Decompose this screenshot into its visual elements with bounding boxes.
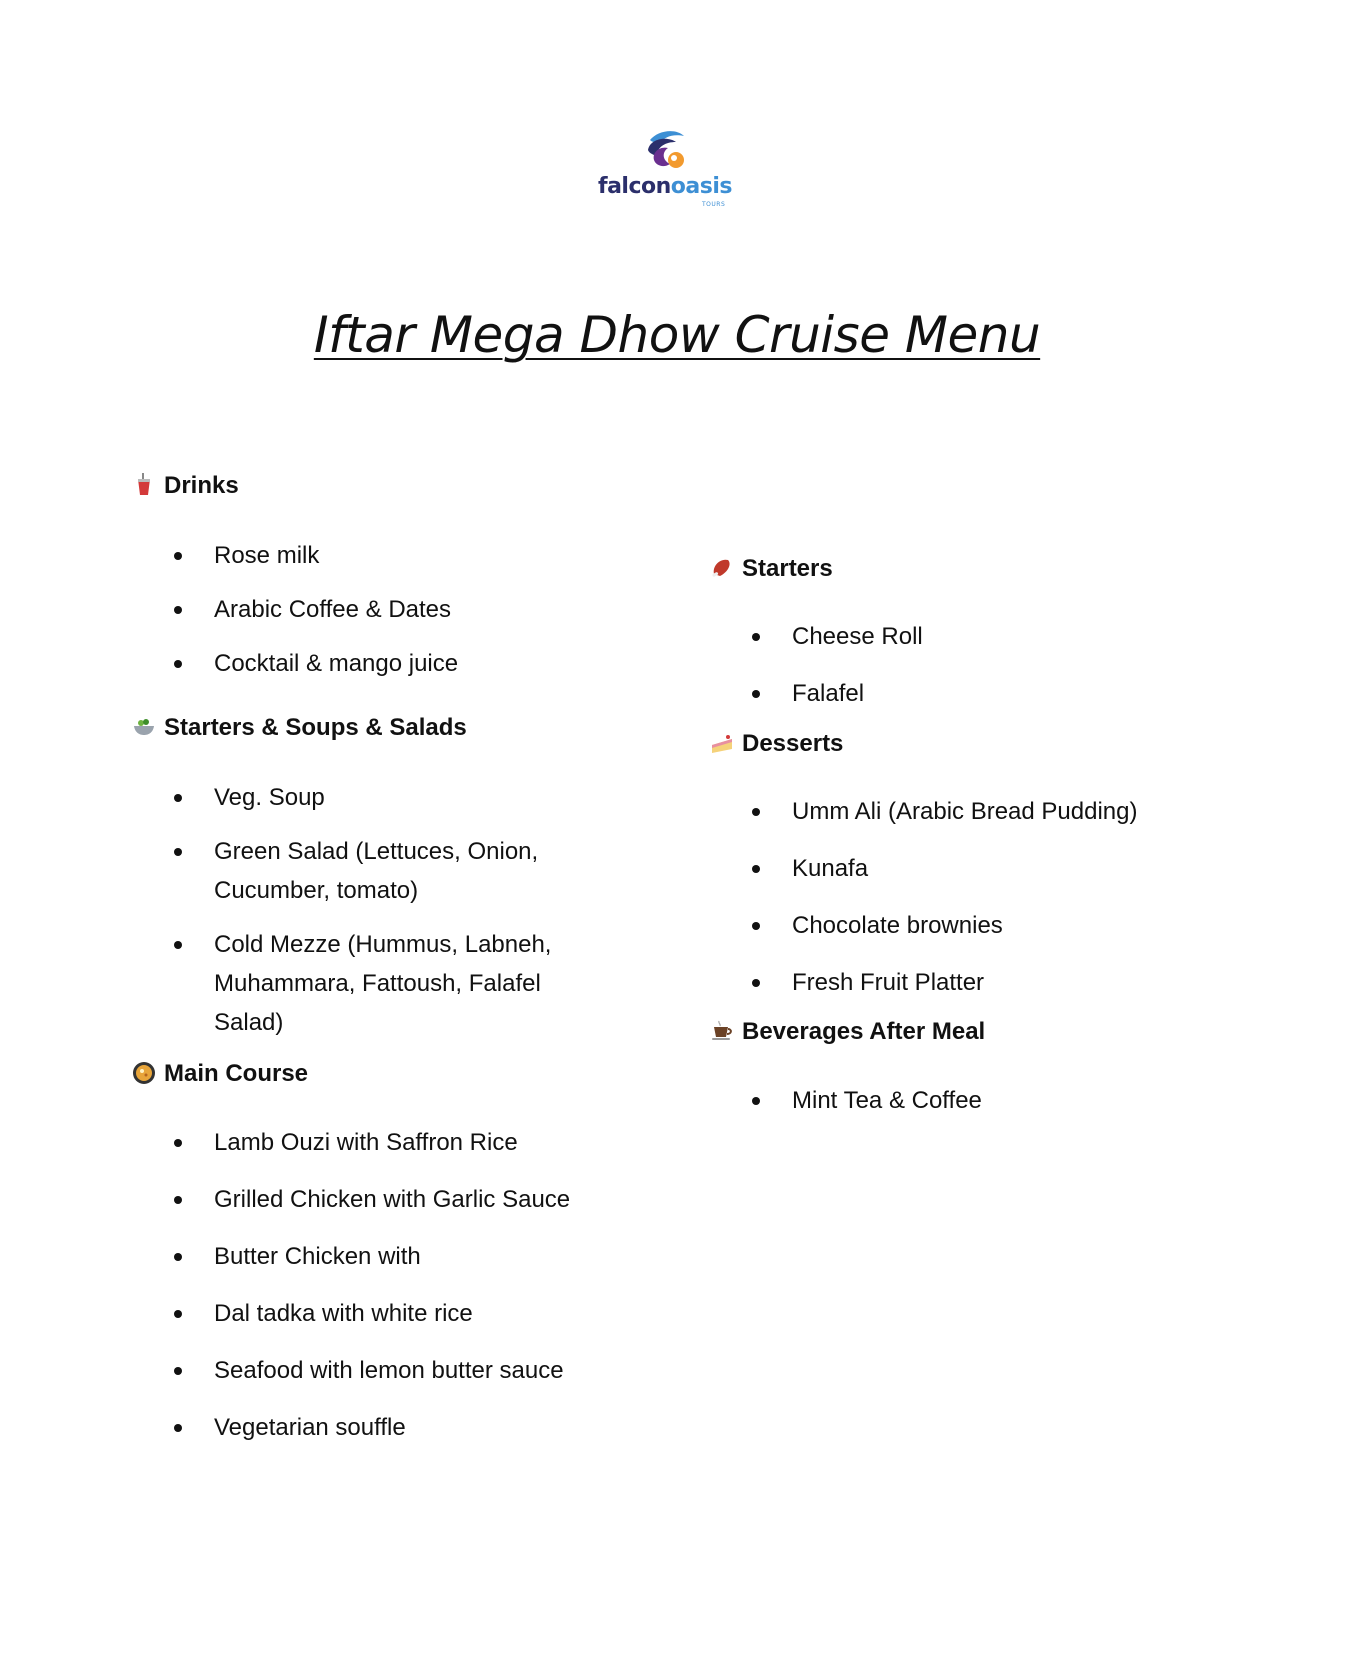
- list-item: Vegetarian souffle: [214, 1408, 406, 1447]
- section-heading-desserts: Desserts: [710, 730, 843, 758]
- list-item: Rose milk: [214, 536, 319, 575]
- list-item: Arabic Coffee & Dates: [214, 590, 451, 629]
- shallow-pan-icon: [132, 1061, 156, 1085]
- list-item: Kunafa: [792, 849, 868, 888]
- salad-bowl-icon: [132, 715, 156, 739]
- falcon-logo-icon: [640, 130, 690, 174]
- section-heading-main-course: Main Course: [132, 1060, 308, 1088]
- list-item: Fresh Fruit Platter: [792, 963, 984, 1002]
- list-item: Mint Tea & Coffee: [792, 1081, 982, 1120]
- cup-icon: [132, 473, 156, 497]
- list-item: Chocolate brownies: [792, 906, 1003, 945]
- hot-beverage-icon: [710, 1019, 734, 1043]
- cake-icon: [710, 731, 734, 755]
- meat-icon: [710, 556, 734, 580]
- list-item: Cheese Roll: [792, 617, 923, 656]
- section-heading-starters: Starters: [710, 555, 833, 583]
- list-item: Cocktail & mango juice: [214, 644, 458, 683]
- list-item: Umm Ali (Arabic Bread Pudding): [792, 792, 1137, 831]
- section-heading-drinks: Drinks: [132, 472, 239, 500]
- company-logo: [590, 130, 740, 210]
- list-item: Veg. Soup: [214, 778, 325, 817]
- list-item: Grilled Chicken with Garlic Sauce: [214, 1180, 570, 1219]
- page-title: Iftar Mega Dhow Cruise Menu: [313, 306, 1041, 364]
- logo-wordmark: falconoasis: [598, 174, 732, 199]
- section-heading-starters-soups-salads: Starters & Soups & Salads: [132, 714, 467, 742]
- section-heading-beverages-after-meal: Beverages After Meal: [710, 1018, 985, 1046]
- list-item: Cold Mezze (Hummus, Labneh, Muhammara, Fattoush, Falafel Salad): [214, 925, 594, 1042]
- list-item: Butter Chicken with: [214, 1237, 421, 1276]
- list-item: Falafel: [792, 674, 864, 713]
- logo-subtitle: TOURS: [702, 201, 726, 208]
- list-item: Seafood with lemon butter sauce: [214, 1351, 564, 1390]
- list-item: Green Salad (Lettuces, Onion, Cucumber, tomato): [214, 832, 594, 910]
- list-item: Dal tadka with white rice: [214, 1294, 473, 1333]
- list-item: Lamb Ouzi with Saffron Rice: [214, 1123, 518, 1162]
